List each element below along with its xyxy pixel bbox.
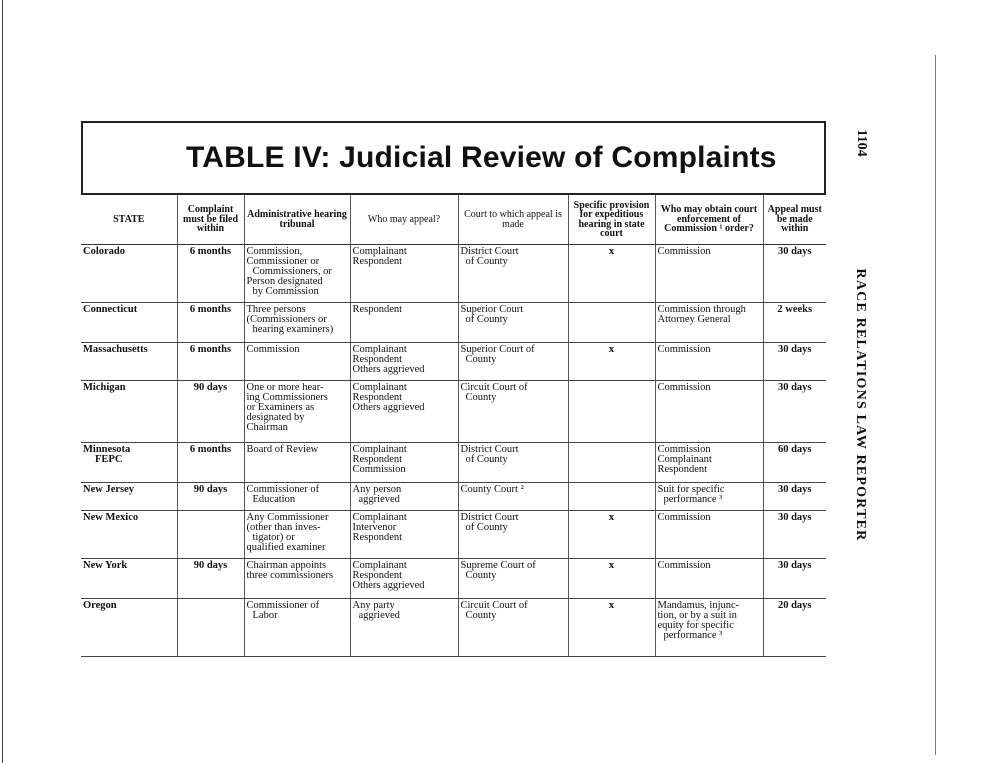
cell-who-may-appeal-line: Complainant [352, 344, 407, 355]
cell-tribunal-line: tigator) or [252, 532, 295, 543]
cell-court [458, 511, 568, 559]
cell-appeal-deadline: 30 days [763, 483, 826, 511]
header-enforcement: Who may obtain court enforcement of Commission ¹ order? [655, 194, 763, 245]
cell-tribunal-line: Commission, [246, 246, 303, 257]
cell-state [81, 511, 177, 559]
cell-tribunal-line: Person designated [246, 276, 323, 287]
cell-enforcement-line: Commission [657, 560, 711, 571]
cell-who-may-appeal-line: aggrieved [358, 494, 400, 505]
cell-tribunal-line: designated by [246, 412, 305, 423]
cell-who-may-appeal-line: Others aggrieved [352, 364, 425, 375]
cell-court-line: District Court [460, 246, 519, 257]
cell-tribunal-line: (other than inves- [246, 522, 321, 533]
cell-who-may-appeal [350, 559, 458, 599]
cell-who-may-appeal-line: Complainant [352, 382, 407, 393]
cell-tribunal [244, 559, 350, 599]
table-row [81, 303, 826, 343]
cell-tribunal-line: Commissioners, or [252, 266, 332, 277]
cell-provision: x [568, 343, 655, 381]
cell-appeal-deadline: 30 days [763, 343, 826, 381]
cell-enforcement-line: equity for specific [657, 620, 734, 631]
cell-court [458, 381, 568, 443]
cell-state-line: FEPC [95, 454, 123, 465]
cell-court-line: Superior Court of [460, 344, 535, 355]
header-who-appeal: Who may appeal? [350, 194, 458, 245]
cell-state-line: Minnesota [83, 444, 131, 455]
cell-state-line: Connecticut [83, 304, 138, 315]
cell-complaint-deadline [177, 599, 244, 657]
page-right-rule [935, 55, 936, 755]
cell-tribunal-line: hearing examiners) [252, 324, 334, 335]
cell-tribunal-line: One or more hear- [246, 382, 324, 393]
cell-court-line: County [465, 570, 497, 581]
cell-complaint-deadline: 90 days [177, 483, 244, 511]
cell-who-may-appeal-line: Others aggrieved [352, 402, 425, 413]
table-title: TABLE IV: Judicial Review of Complaints [186, 141, 777, 174]
cell-court [458, 483, 568, 511]
cell-enforcement [655, 343, 763, 381]
cell-state [81, 559, 177, 599]
cell-court-line: Circuit Court of [460, 382, 528, 393]
page-left-edge [2, 0, 3, 763]
cell-who-may-appeal [350, 381, 458, 443]
cell-who-may-appeal-line: Any party [352, 600, 395, 611]
cell-who-may-appeal [350, 511, 458, 559]
table-header-row [81, 194, 826, 245]
cell-state [81, 443, 177, 483]
cell-who-may-appeal-line: Complainant [352, 246, 407, 257]
cell-tribunal-line: by Commission [252, 286, 319, 297]
cell-provision: x [568, 599, 655, 657]
table-row [81, 343, 826, 381]
cell-enforcement-line: Commission [657, 444, 711, 455]
cell-tribunal-line: Education [252, 494, 296, 505]
cell-court-line: District Court [460, 512, 519, 523]
cell-enforcement [655, 381, 763, 443]
cell-state [81, 303, 177, 343]
table-row [81, 599, 826, 657]
cell-provision: x [568, 245, 655, 303]
cell-tribunal [244, 381, 350, 443]
cell-tribunal-line: Labor [252, 610, 278, 621]
table-row [81, 381, 826, 443]
cell-enforcement [655, 559, 763, 599]
cell-who-may-appeal-line: Respondent [352, 304, 403, 315]
cell-who-may-appeal-line: Complainant [352, 512, 407, 523]
cell-appeal-deadline: 30 days [763, 245, 826, 303]
cell-enforcement-line: Suit for specific [657, 484, 725, 495]
cell-enforcement [655, 245, 763, 303]
cell-enforcement-line: Commission [657, 246, 711, 257]
cell-tribunal-line: ing Commissioners [246, 392, 328, 403]
cell-court [458, 343, 568, 381]
cell-appeal-deadline: 30 days [763, 381, 826, 443]
cell-state [81, 343, 177, 381]
cell-enforcement-line: Respondent [657, 464, 708, 475]
cell-complaint-deadline: 6 months [177, 245, 244, 303]
cell-who-may-appeal-line: Respondent [352, 454, 403, 465]
cell-enforcement-line: performance ³ [663, 630, 723, 641]
cell-state-line: Colorado [83, 246, 125, 257]
cell-tribunal [244, 303, 350, 343]
cell-state-line: New Mexico [83, 512, 139, 523]
cell-court [458, 303, 568, 343]
cell-appeal-deadline: 60 days [763, 443, 826, 483]
cell-who-may-appeal-line: Others aggrieved [352, 580, 425, 591]
header-complaint: Complaint must be filed within [177, 194, 244, 245]
cell-provision [568, 303, 655, 343]
cell-tribunal-line: Commissioner of [246, 600, 320, 611]
cell-tribunal [244, 483, 350, 511]
cell-who-may-appeal [350, 443, 458, 483]
table-row [81, 483, 826, 511]
cell-tribunal-line: Commissioner or [246, 256, 320, 267]
cell-state-line: New York [83, 560, 128, 571]
cell-tribunal [244, 245, 350, 303]
cell-who-may-appeal-line: Any person [352, 484, 402, 495]
table-body [81, 245, 826, 657]
cell-tribunal-line: Any Commissioner [246, 512, 329, 523]
cell-who-may-appeal-line: aggrieved [358, 610, 400, 621]
cell-court-line: Superior Court [460, 304, 524, 315]
cell-state-line: Massachusetts [83, 344, 148, 355]
header-appeal-within: Appeal must be made within [763, 194, 826, 245]
cell-who-may-appeal-line: Commission [352, 464, 406, 475]
cell-state [81, 381, 177, 443]
cell-complaint-deadline: 90 days [177, 381, 244, 443]
cell-provision [568, 443, 655, 483]
cell-enforcement-line: Commission [657, 382, 711, 393]
cell-court-line: County [465, 610, 497, 621]
cell-state [81, 599, 177, 657]
cell-who-may-appeal-line: Respondent [352, 256, 403, 267]
table-row [81, 511, 826, 559]
cell-complaint-deadline: 90 days [177, 559, 244, 599]
cell-state-line: Oregon [83, 600, 117, 611]
cell-enforcement-line: performance ³ [663, 494, 723, 505]
cell-court [458, 245, 568, 303]
cell-complaint-deadline: 6 months [177, 303, 244, 343]
cell-court-line: County Court ² [460, 484, 524, 495]
cell-court [458, 559, 568, 599]
cell-court-line: of County [465, 256, 508, 267]
cell-tribunal [244, 443, 350, 483]
cell-complaint-deadline: 6 months [177, 443, 244, 483]
cell-state [81, 483, 177, 511]
table-row [81, 245, 826, 303]
cell-enforcement-line: Complainant [657, 454, 712, 465]
cell-tribunal-line: (Commissioners or [246, 314, 327, 325]
cell-tribunal-line: Commissioner of [246, 484, 320, 495]
cell-appeal-deadline: 20 days [763, 599, 826, 657]
cell-court-line: County [465, 392, 497, 403]
cell-who-may-appeal [350, 343, 458, 381]
cell-appeal-deadline: 2 weeks [763, 303, 826, 343]
cell-who-may-appeal [350, 483, 458, 511]
cell-provision [568, 381, 655, 443]
cell-tribunal [244, 599, 350, 657]
cell-who-may-appeal [350, 245, 458, 303]
judicial-review-table [81, 193, 826, 657]
cell-who-may-appeal-line: Complainant [352, 444, 407, 455]
cell-tribunal-line: three commissioners [246, 570, 334, 581]
header-tribunal: Administrative hearing tribunal [244, 194, 350, 245]
cell-tribunal-line: or Examiners as [246, 402, 315, 413]
cell-enforcement-line: Commission [657, 344, 711, 355]
cell-enforcement-line: Mandamus, injunc- [657, 600, 740, 611]
cell-who-may-appeal [350, 599, 458, 657]
cell-enforcement [655, 511, 763, 559]
running-head: RACE RELATIONS LAW REPORTER [853, 268, 868, 542]
cell-tribunal-line: Board of Review [246, 444, 319, 455]
cell-tribunal [244, 511, 350, 559]
cell-court-line: County [465, 354, 497, 365]
cell-enforcement [655, 483, 763, 511]
cell-court-line: of County [465, 454, 508, 465]
cell-state-line: Michigan [83, 382, 126, 393]
cell-who-may-appeal [350, 303, 458, 343]
cell-court-line: of County [465, 314, 508, 325]
table-row [81, 443, 826, 483]
cell-complaint-deadline [177, 511, 244, 559]
header-state: STATE [81, 194, 177, 245]
cell-who-may-appeal-line: Complainant [352, 560, 407, 571]
cell-tribunal-line: Chairman [246, 422, 288, 433]
cell-complaint-deadline: 6 months [177, 343, 244, 381]
cell-court-line: Supreme Court of [460, 560, 536, 571]
cell-provision [568, 483, 655, 511]
cell-tribunal-line: qualified examiner [246, 542, 326, 553]
cell-who-may-appeal-line: Respondent [352, 570, 403, 581]
cell-enforcement-line: Commission [657, 512, 711, 523]
cell-who-may-appeal-line: Intervenor [352, 522, 397, 533]
cell-tribunal-line: Chairman appoints [246, 560, 327, 571]
cell-tribunal-line: Three persons [246, 304, 306, 315]
cell-court-line: of County [465, 522, 508, 533]
cell-enforcement [655, 443, 763, 483]
cell-court-line: District Court [460, 444, 519, 455]
cell-state [81, 245, 177, 303]
cell-appeal-deadline: 30 days [763, 559, 826, 599]
cell-provision: x [568, 559, 655, 599]
cell-who-may-appeal-line: Respondent [352, 354, 403, 365]
cell-enforcement-line: tion, or by a suit in [657, 610, 737, 621]
cell-court [458, 443, 568, 483]
cell-tribunal-line: Commission [246, 344, 300, 355]
cell-who-may-appeal-line: Respondent [352, 392, 403, 403]
cell-court [458, 599, 568, 657]
header-court: Court to which appeal is made [458, 194, 568, 245]
cell-appeal-deadline: 30 days [763, 511, 826, 559]
page-number: 1104 [854, 129, 869, 157]
header-provision: Specific provision for expeditious hearing in state court [568, 194, 655, 245]
cell-who-may-appeal-line: Respondent [352, 532, 403, 543]
cell-enforcement [655, 303, 763, 343]
cell-enforcement-line: Commission through [657, 304, 746, 315]
cell-state-line: New Jersey [83, 484, 135, 495]
table-row [81, 559, 826, 599]
cell-court-line: Circuit Court of [460, 600, 528, 611]
cell-enforcement [655, 599, 763, 657]
cell-tribunal [244, 343, 350, 381]
cell-enforcement-line: Attorney General [657, 314, 731, 325]
cell-provision: x [568, 511, 655, 559]
